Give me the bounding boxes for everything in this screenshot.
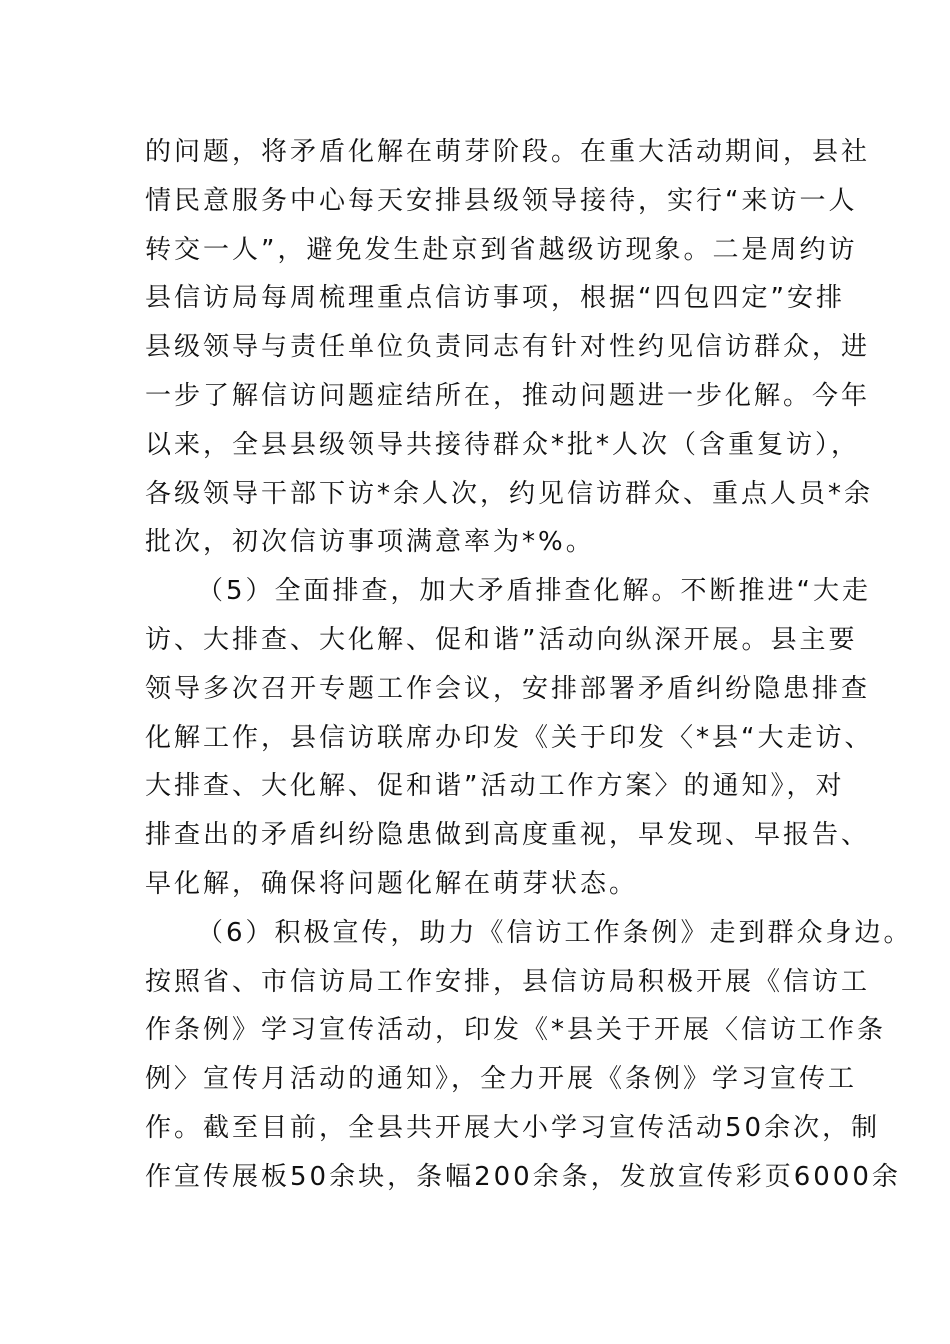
text-line: 情民意服务中心每天安排县级领导接待，实行“来访一人: [145, 185, 858, 216]
text-line: 排查出的矛盾纠纷隐患做到高度重视，早发现、早报告、: [145, 820, 871, 851]
text-line: 县级领导与责任单位负责同志有针对性约见信访群众，进: [145, 332, 871, 363]
text-line: 按照省、市信访局工作安排，县信访局积极开展《信访工: [145, 966, 871, 997]
text-line: 作。截至目前，全县共开展大小学习宣传活动50余次，制: [145, 1112, 881, 1143]
document-body: [145, 128, 913, 1202]
text-line: 转交一人”，避免发生赴京到省越级访现象。二是周约访: [145, 234, 858, 265]
text-line: 作宣传展板50余块，条幅200余条，发放宣传彩页6000余: [145, 1161, 901, 1192]
text-line: 例〉宣传月活动的通知》，全力开展《条例》学习宣传工: [145, 1064, 858, 1095]
text-line: 一步了解信访问题症结所在，推动问题进一步化解。今年: [145, 380, 871, 411]
text-line: 的问题，将矛盾化解在萌芽阶段。在重大活动期间，县社: [145, 137, 871, 167]
text-line: 作条例》学习宣传活动，印发《*县关于开展〈信访工作条: [145, 1015, 887, 1046]
text-line: 县信访局每周梳理重点信访事项，根据“四包四定”安排: [145, 283, 845, 314]
text-line: 化解工作，县信访联席办印发《关于印发〈*县“大走访、: [145, 722, 874, 753]
text-line: 各级领导干部下访*余人次，约见信访群众、重点人员*余: [145, 478, 874, 509]
text-line: 领导多次召开专题工作会议，安排部署矛盾纠纷隐患排查: [145, 673, 871, 704]
text-line: 大排查、大化解、促和谐”活动工作方案〉的通知》，对: [145, 771, 845, 802]
text-line: 批次，初次信访事项满意率为*%。: [145, 527, 595, 558]
text-line: （6）积极宣传，助力《信访工作条例》走到群众身边。: [197, 917, 913, 948]
text-line: （5）全面排查，加大矛盾排查化解。不断推进“大走: [197, 576, 872, 607]
text-line: 早化解，确保将问题化解在萌芽状态。: [145, 868, 639, 899]
text-line: 访、大排查、大化解、促和谐”活动向纵深开展。县主要: [145, 624, 858, 655]
text-line: 以来，全县县级领导共接待群众*批*人次（含重复访），: [145, 429, 861, 460]
